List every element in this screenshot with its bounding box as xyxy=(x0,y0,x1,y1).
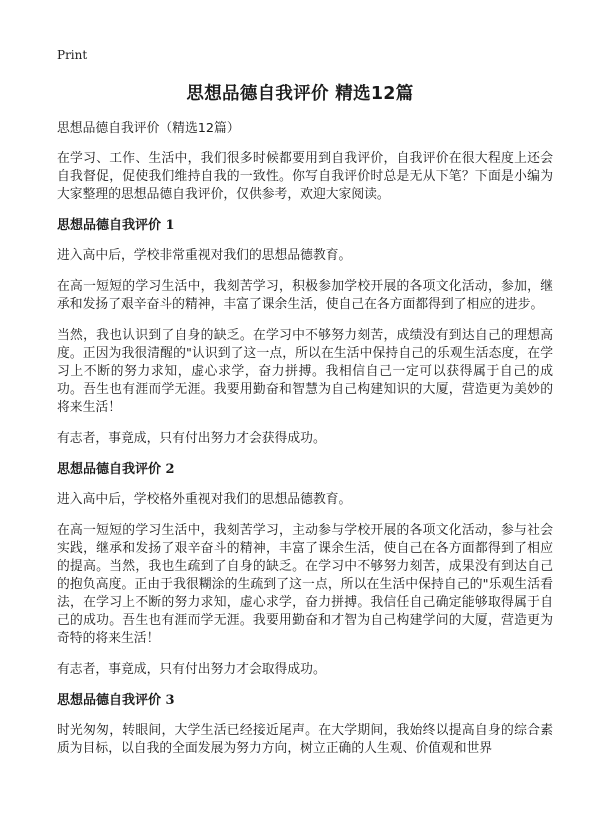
section-3 xyxy=(57,692,553,758)
paragraph: 在高一短短的学习生活中，我刻苦学习，主动参与学校开展的各项文化活动，参与社会实践，继承和发扬了艰辛奋斗的精神，丰富了课余生活，使自己在各方面都得到了相应的提高。当然，我也生疏到了自身的缺乏。在学习中不够努力刻苦，成果没有到达自己的抱负高度。正由于我很糊涂的生疏到了这一点，所以在生活中保持自己的"乐观生活看法，在学习上不断的努力求知，虚心求学，奋力拼搏。我信任自己确定能够取得属于自己的成功。吾生也有涯而学无涯。我要用勤奋和才智为自己构建学问的大厦，营造更为奇特的将来生活！ xyxy=(57,523,553,646)
paragraph: 有志者，事竟成，只有付出努力才会获得成功。 xyxy=(57,431,326,446)
section-heading: 思想品德自我评价 3 xyxy=(57,693,175,708)
section-heading: 思想品德自我评价 2 xyxy=(57,462,175,477)
section-heading: 思想品德自我评价 1 xyxy=(57,218,175,233)
section-2 xyxy=(57,461,553,679)
paragraph: 当然，我也认识到了自身的缺乏。在学习中不够努力刻苦，成绩没有到达自己的理想高度。正因为我很清醒的"认识到了这一点，所以在生活中保持自己的乐观生活态度，在学习上不断的努力求知，虚心求学，奋力拼搏。我相信自己一定可以获得属于自己的成功。吾生也有涯而学无涯。我要用勤奋和智慧为自己构建知识的大厦，营造更为美妙的将来生活！ xyxy=(57,328,553,415)
paragraph: 时光匆匆，转眼间，大学生活已经接近尾声。在大学期间，我始终以提高自身的综合素质为目标，以自我的全面发展为努力方向，树立正确的人生观、价值观和世界 xyxy=(57,723,553,756)
paragraph: 进入高中后，学校格外重视对我们的思想品德教育。 xyxy=(57,492,352,507)
intro-paragraph: 在学习、工作、生活中，我们很多时候都要用到自我评价，自我评价在很大程度上还会自我督促，促使我们维持自我的一致性。你写自我评价时总是无从下笔？下面是小编为大家整理的思想品德自我评价，仅供参考，欢迎大家阅读。 xyxy=(57,151,553,202)
document-title: 思想品德自我评价 精选12篇 xyxy=(186,84,414,104)
print-link[interactable]: Print xyxy=(57,48,88,62)
section-1 xyxy=(57,217,553,448)
paragraph: 有志者，事竟成，只有付出努力才会取得成功。 xyxy=(57,662,326,677)
document-body xyxy=(57,120,553,771)
paragraph: 进入高中后，学校非常重视对我们的思想品德教育。 xyxy=(57,248,352,263)
paragraph: 在高一短短的学习生活中，我刻苦学习，积极参加学校开展的各项文化活动，参加，继承和发扬了艰辛奋斗的精神，丰富了课余生活，使自己在各方面都得到了相应的进步。 xyxy=(57,279,553,312)
document-subtitle: 思想品德自我评价（精选12篇） xyxy=(57,121,240,136)
